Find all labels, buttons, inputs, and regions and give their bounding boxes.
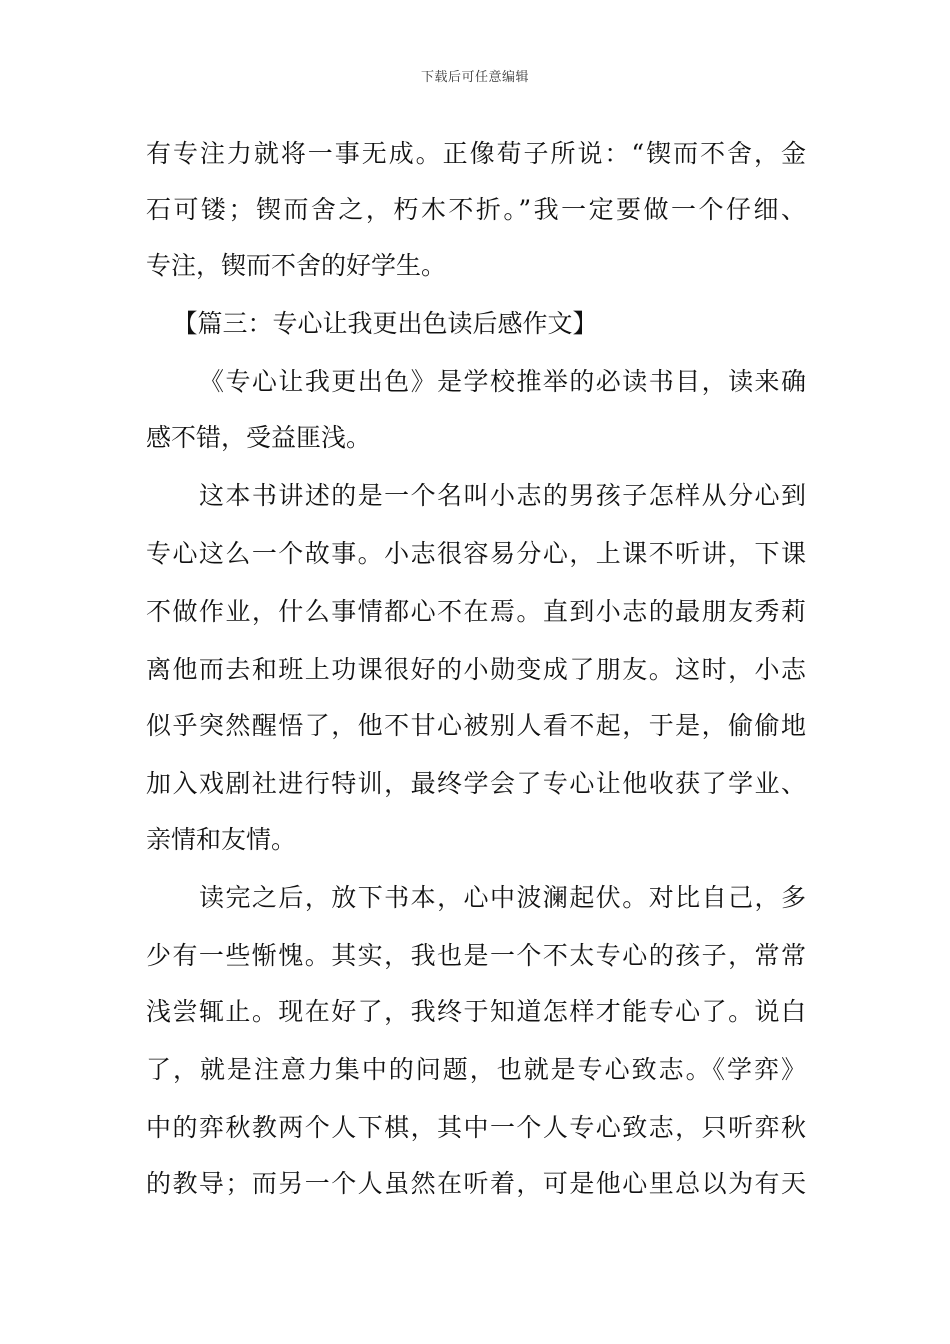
text-line: 感不错，受益匪浅。 bbox=[146, 423, 372, 452]
text-line: 少有一些惭愧。其实，我也是一个不太专心的孩子，常常 bbox=[146, 941, 806, 970]
text-line: 《专心让我更出色》是学校推举的必读书目，读来确 bbox=[199, 367, 806, 396]
text-line: 亲情和友情。 bbox=[146, 825, 297, 854]
text-line: 读完之后，放下书本，心中波澜起伏。对比自己，多 bbox=[199, 883, 806, 912]
text-line: 有专注力就将一事无成。正像荀子所说：“锲而不舍，金 bbox=[146, 139, 806, 168]
text-line: 加入戏剧社进行特训，最终学会了专心让他收获了学业、 bbox=[146, 769, 806, 798]
page-header: 下载后可任意编辑 bbox=[420, 70, 529, 85]
text-line: 专注，锲而不舍的好学生。 bbox=[146, 251, 447, 280]
section-heading: 【篇三：专心让我更出色读后感作文】 bbox=[172, 309, 598, 338]
text-line: 离他而去和班上功课很好的小勋变成了朋友。这时，小志 bbox=[146, 655, 806, 684]
text-line: 浅尝辄止。现在好了，我终于知道怎样才能专心了。说白 bbox=[146, 997, 806, 1026]
text-line: 不做作业，什么事情都心不在焉。直到小志的最朋友秀莉 bbox=[146, 597, 806, 626]
text-line: 石可镂；锲而舍之，朽木不折。”我一定要做一个仔细、 bbox=[146, 195, 806, 224]
text-line: 这本书讲述的是一个名叫小志的男孩子怎样从分心到 bbox=[199, 481, 806, 510]
text-line: 似乎突然醒悟了，他不甘心被别人看不起，于是，偷偷地 bbox=[146, 711, 806, 740]
text-line: 的教导；而另一个人虽然在听着，可是他心里总以为有天 bbox=[146, 1169, 806, 1198]
text-line: 专心这么一个故事。小志很容易分心，上课不听讲，下课 bbox=[146, 539, 806, 568]
text-line: 了，就是注意力集中的问题，也就是专心致志。《学弈》 bbox=[146, 1055, 806, 1084]
text-line: 中的弈秋教两个人下棋，其中一个人专心致志，只听弈秋 bbox=[146, 1113, 806, 1142]
